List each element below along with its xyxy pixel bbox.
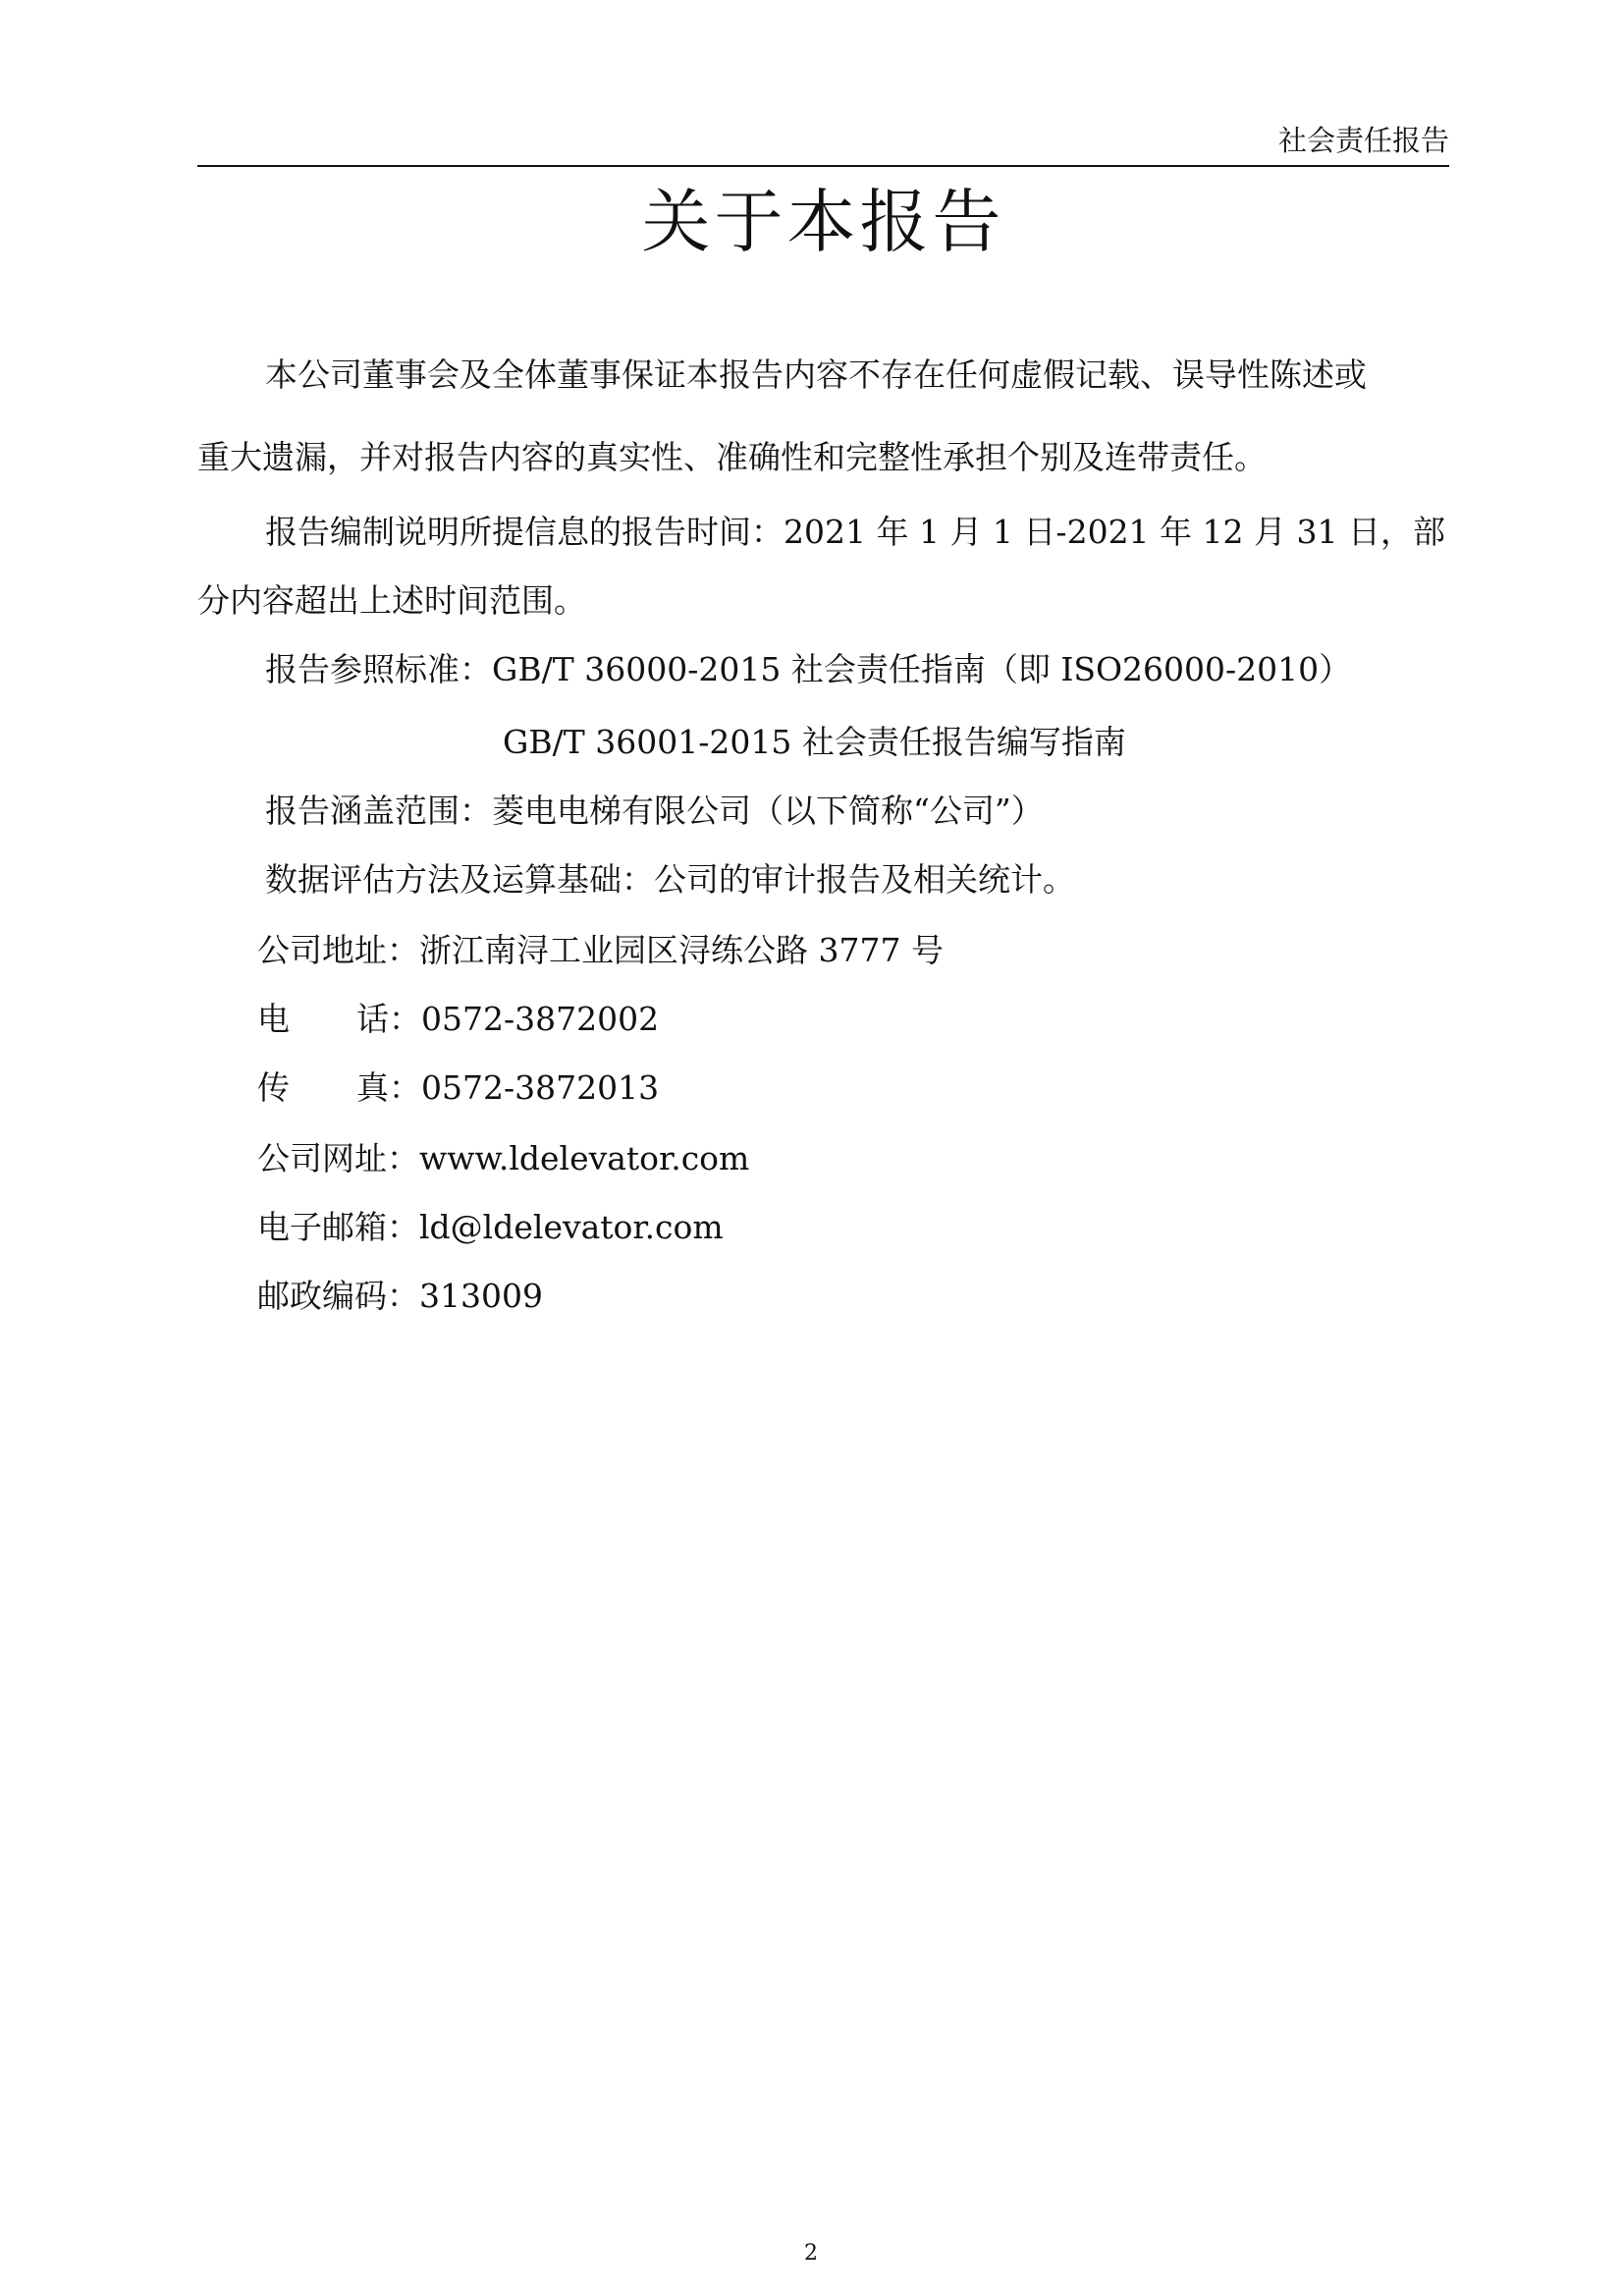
email-value[interactable]: ld@ldelevator.com (419, 1208, 724, 1246)
fax-label: 传真 (257, 1068, 389, 1107)
contact-postcode (257, 1277, 543, 1316)
paragraph-data-method: 数据评估方法及运算基础：公司的审计报告及相关统计。 (265, 860, 1075, 899)
postcode-value: 313009 (419, 1277, 543, 1315)
paragraph-report-scope: 报告涵盖范围：菱电电梯有限公司（以下简称“公司”） (265, 792, 1044, 830)
contact-fax (257, 1068, 659, 1108)
fax-value: ：0572-3872013 (389, 1068, 660, 1107)
contact-website (257, 1139, 749, 1178)
website-value[interactable]: www.ldelevator.com (419, 1139, 750, 1177)
contact-email (257, 1208, 724, 1247)
header-divider (197, 165, 1449, 167)
contact-address (257, 931, 944, 970)
paragraph-reference-standard-line-1: 报告参照标准：GB/T 36000-2015 社会责任指南（即 ISO26000-2010） (265, 650, 1352, 688)
address-value: 浙江南浔工业园区浔练公路 3777 号 (419, 931, 944, 969)
phone-label: 电话 (257, 1000, 389, 1038)
phone-value: ：0572-3872002 (389, 1000, 660, 1038)
email-label: 电子邮箱： (257, 1208, 419, 1246)
contact-phone (257, 1000, 659, 1039)
postcode-label: 邮政编码： (257, 1277, 419, 1315)
page-number: 2 (804, 2241, 818, 2266)
paragraph-statement-line-1: 本公司董事会及全体董事保证本报告内容不存在任何虚假记载、误导性陈述或 (265, 355, 1367, 394)
website-label: 公司网址： (257, 1139, 419, 1177)
running-header: 社会责任报告 (1277, 124, 1449, 157)
paragraph-statement-line-2: 重大遗漏，并对报告内容的真实性、准确性和完整性承担个别及连带责任。 (197, 438, 1267, 476)
paragraph-report-period-line-1: 报告编制说明所提信息的报告时间：2021 年 1 月 1 日-2021 年 12 月 31 日，部 (265, 513, 1445, 551)
paragraph-reference-standard-line-2: GB/T 36001-2015 社会责任报告编写指南 (503, 723, 1126, 761)
address-label: 公司地址： (257, 931, 419, 969)
paragraph-report-period-line-2: 分内容超出上述时间范围。 (197, 581, 586, 620)
page-title: 关于本报告 (641, 182, 1005, 262)
